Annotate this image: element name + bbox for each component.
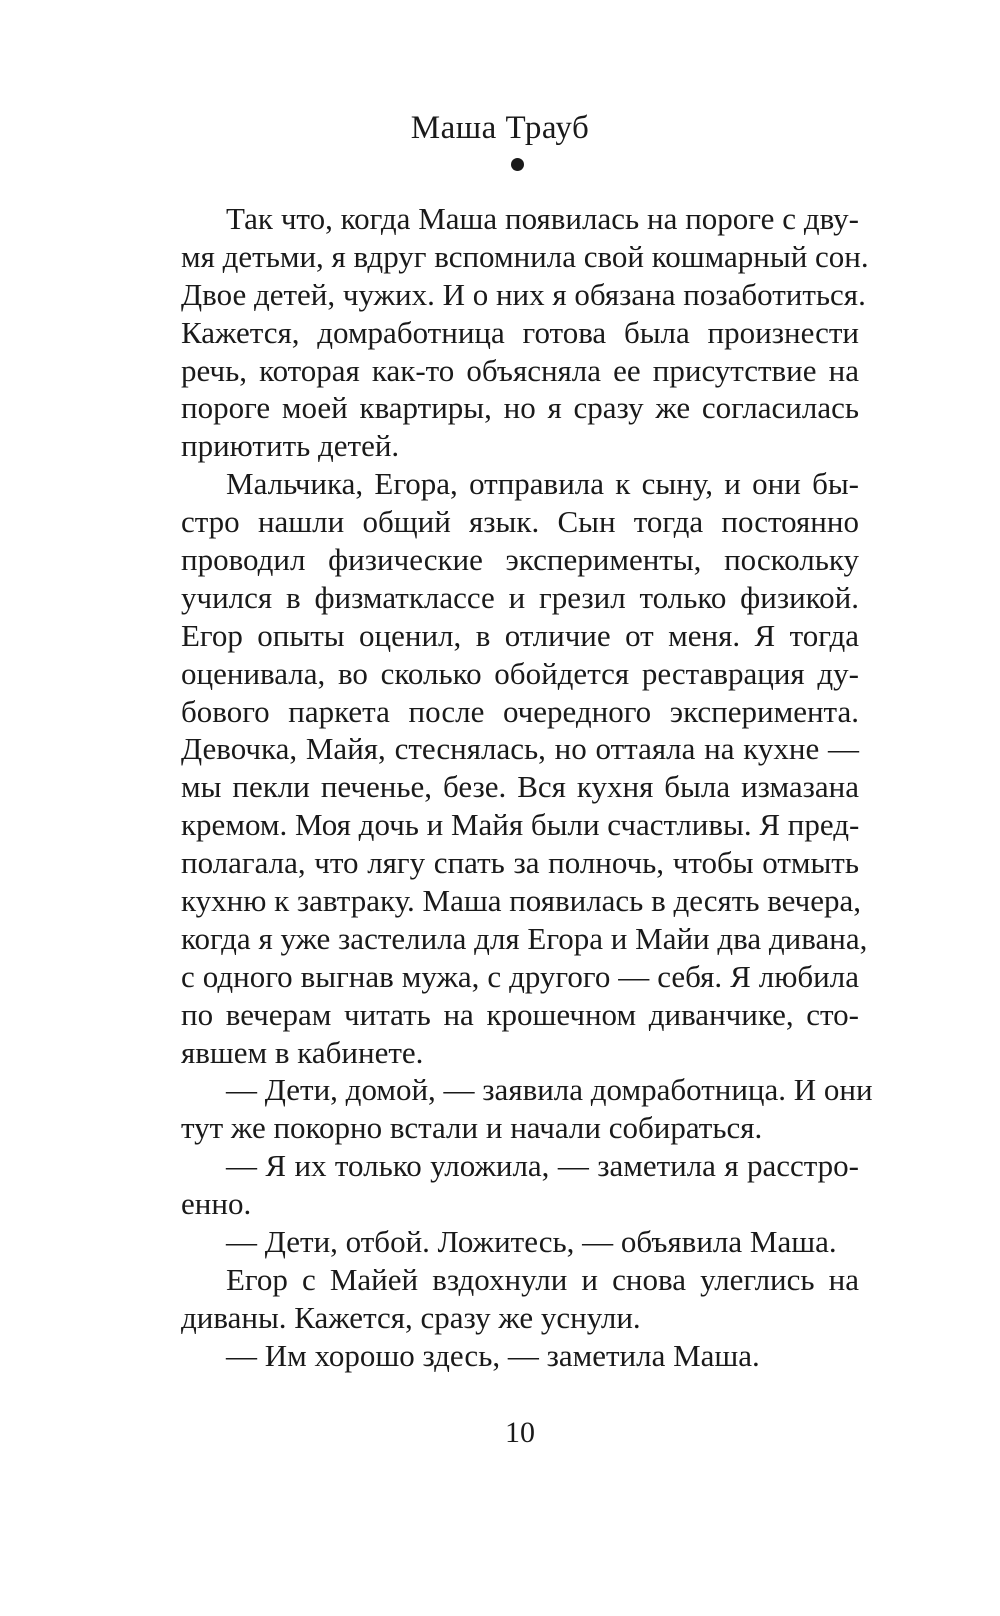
text-line: Егор опыты оценил, в отличие от меня. Я тогда xyxy=(181,617,859,653)
text-line: бового паркета после очередного эксперимента. xyxy=(181,693,859,729)
text-line: речь, которая как-то объясняла ее присутствие на xyxy=(181,352,859,388)
text-line: — Дети, отбой. Ложитесь, — объявила Маша. xyxy=(226,1224,837,1260)
text-line: тут же покорно встали и начали собираться. xyxy=(181,1110,763,1146)
text-line: явшем в кабинете. xyxy=(181,1034,424,1070)
text-line: Егор с Майей вздохнули и снова улеглись на xyxy=(226,1261,859,1297)
text-line: Двое детей, чужих. И о них я обязана позаботиться. xyxy=(181,276,866,312)
header-bullet-ornament xyxy=(511,158,524,171)
text-line: мя детьми, я вдруг вспомнила свой кошмарный сон. xyxy=(181,238,869,274)
text-line: кремом. Моя дочь и Майя были счастливы. Я пред- xyxy=(181,807,860,843)
text-line: енно. xyxy=(181,1186,252,1222)
body-text xyxy=(181,200,873,1375)
text-line: Кажется, домработница готова была произнести xyxy=(181,314,859,350)
text-line: кухню к завтраку. Маша появилась в десять вечера, xyxy=(181,883,862,919)
text-line: — Дети, домой, — заявила домработница. И они xyxy=(226,1072,873,1108)
text-line: полагала, что лягу спать за полночь, чтобы отмыть xyxy=(181,845,859,881)
text-line: Мальчика, Егора, отправила к сыну, и они бы- xyxy=(226,466,859,502)
text-line: мы пекли печенье, безе. Вся кухня была измазана xyxy=(181,769,859,805)
text-line: — Я их только уложила, — заметила я расстро- xyxy=(226,1148,859,1184)
text-line: учился в физматклассе и грезил только физикой. xyxy=(181,579,859,615)
text-line: Девочка, Майя, стеснялась, но оттаяла на кухне — xyxy=(181,731,859,767)
text-line: стро нашли общий язык. Сын тогда постоянно xyxy=(181,504,859,540)
text-line: когда я уже застелила для Егора и Майи два дивана, xyxy=(181,920,868,956)
text-line: проводил физические эксперименты, поскольку xyxy=(181,542,859,578)
page-number: 10 xyxy=(505,1416,535,1449)
text-line: приютить детей. xyxy=(181,428,400,464)
text-line: оценивала, во сколько обойдется реставрация ду- xyxy=(181,655,859,691)
text-line: по вечерам читать на крошечном диванчике, сто- xyxy=(181,996,859,1032)
text-line: с одного выгнав мужа, с другого — себя. Я любила xyxy=(181,958,859,994)
text-line: — Им хорошо здесь, — заметила Маша. xyxy=(226,1337,760,1373)
running-head-title: Маша Трауб xyxy=(410,110,590,146)
text-line: пороге моей квартиры, но я сразу же согласилась xyxy=(181,390,859,426)
text-line: диваны. Кажется, сразу же уснули. xyxy=(181,1299,641,1335)
text-line: Так что, когда Маша появилась на пороге с дву- xyxy=(226,201,859,236)
